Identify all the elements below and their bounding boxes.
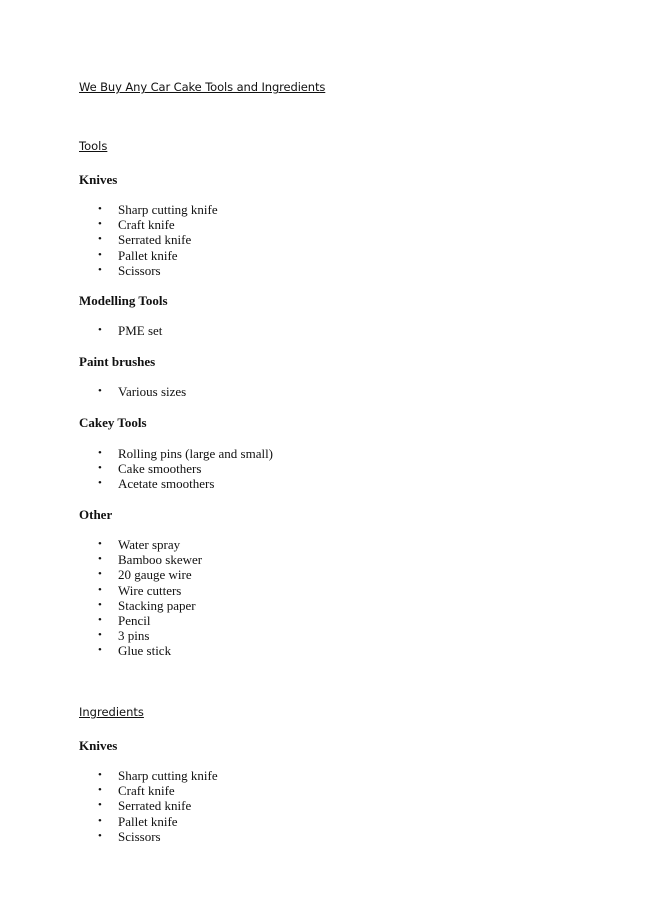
bullet-icon: • <box>98 263 102 276</box>
list-item-text: Serrated knife <box>118 798 192 814</box>
list-item <box>79 643 202 658</box>
bullet-icon: • <box>98 644 102 657</box>
list-item-text: Various sizes <box>118 384 187 399</box>
list-item-text: Cake smoothers <box>118 461 202 477</box>
list-item <box>79 263 218 278</box>
list-item-text: Sharp cutting knife <box>118 768 218 783</box>
list-item-text: Wire cutters <box>118 582 182 598</box>
list-item <box>79 798 218 813</box>
list-item-text: Sharp cutting knife <box>118 202 218 217</box>
bullet-icon: • <box>98 568 102 581</box>
list-modelling-tools <box>79 323 162 338</box>
list-item-text: Water spray <box>118 537 181 552</box>
list-cakey-tools <box>79 446 273 492</box>
bullet-icon: • <box>98 538 102 550</box>
list-item <box>79 829 218 844</box>
bullet-icon: • <box>98 233 102 246</box>
bullet-icon: • <box>98 324 102 336</box>
list-item <box>79 768 218 783</box>
list-item <box>79 384 186 399</box>
list-item-text: 20 gauge wire <box>118 567 192 583</box>
list-item <box>79 814 218 829</box>
section-title-tools: Tools <box>79 139 108 153</box>
list-item <box>79 202 218 217</box>
heading-cakey-tools: Cakey Tools <box>79 415 147 430</box>
list-item <box>79 628 202 643</box>
list-item <box>79 476 273 491</box>
list-item <box>79 217 218 232</box>
list-item <box>79 232 218 247</box>
bullet-icon: • <box>98 629 102 642</box>
heading-knives: Knives <box>79 738 118 753</box>
list-item <box>79 323 162 338</box>
bullet-icon: • <box>98 447 102 459</box>
bullet-icon: • <box>98 814 102 827</box>
list-item <box>79 248 218 263</box>
list-item-text: Glue stick <box>118 643 172 659</box>
list-item <box>79 567 202 582</box>
document-title: We Buy Any Car Cake Tools and Ingredients <box>79 80 326 94</box>
list-item-text: Scissors <box>118 828 161 844</box>
bullet-icon: • <box>98 829 102 842</box>
list-item-text: Craft knife <box>118 217 175 233</box>
bullet-icon: • <box>98 385 102 397</box>
list-item-text: 3 pins <box>118 628 150 644</box>
bullet-icon: • <box>98 553 102 566</box>
bullet-icon: • <box>98 598 102 611</box>
bullet-icon: • <box>98 248 102 261</box>
bullet-icon: • <box>98 462 102 475</box>
heading-other: Other <box>79 507 113 522</box>
list-item <box>79 613 202 628</box>
list-knives <box>79 768 218 844</box>
list-item <box>79 446 273 461</box>
heading-paint-brushes: Paint brushes <box>79 354 156 369</box>
list-item <box>79 552 202 567</box>
list-item-text: Bamboo skewer <box>118 552 203 568</box>
list-item-text: Acetate smoothers <box>118 476 215 492</box>
bullet-icon: • <box>98 218 102 231</box>
bullet-icon: • <box>98 477 102 490</box>
list-item-text: Serrated knife <box>118 232 192 248</box>
bullet-icon: • <box>98 583 102 596</box>
list-item-text: Pallet knife <box>118 247 178 263</box>
bullet-icon: • <box>98 203 102 215</box>
list-item-text: Craft knife <box>118 783 175 799</box>
list-item-text: Rolling pins (large and small) <box>118 446 274 461</box>
heading-knives: Knives <box>79 172 118 187</box>
list-item-text: Pallet knife <box>118 813 178 829</box>
bullet-icon: • <box>98 613 102 626</box>
bullet-icon: • <box>98 784 102 797</box>
list-knives <box>79 202 218 278</box>
list-item-text: Scissors <box>118 262 161 278</box>
bullet-icon: • <box>98 769 102 781</box>
list-item-text: Pencil <box>118 612 151 628</box>
list-item-text: Stacking paper <box>118 597 196 613</box>
list-item <box>79 783 218 798</box>
list-item <box>79 583 202 598</box>
list-item-text: PME set <box>118 323 163 338</box>
heading-modelling-tools: Modelling Tools <box>79 293 168 308</box>
list-item <box>79 537 202 552</box>
list-item <box>79 461 273 476</box>
list-item <box>79 598 202 613</box>
list-other <box>79 537 202 659</box>
section-title-ingredients: Ingredients <box>79 705 144 719</box>
list-paint-brushes <box>79 384 186 399</box>
bullet-icon: • <box>98 799 102 812</box>
